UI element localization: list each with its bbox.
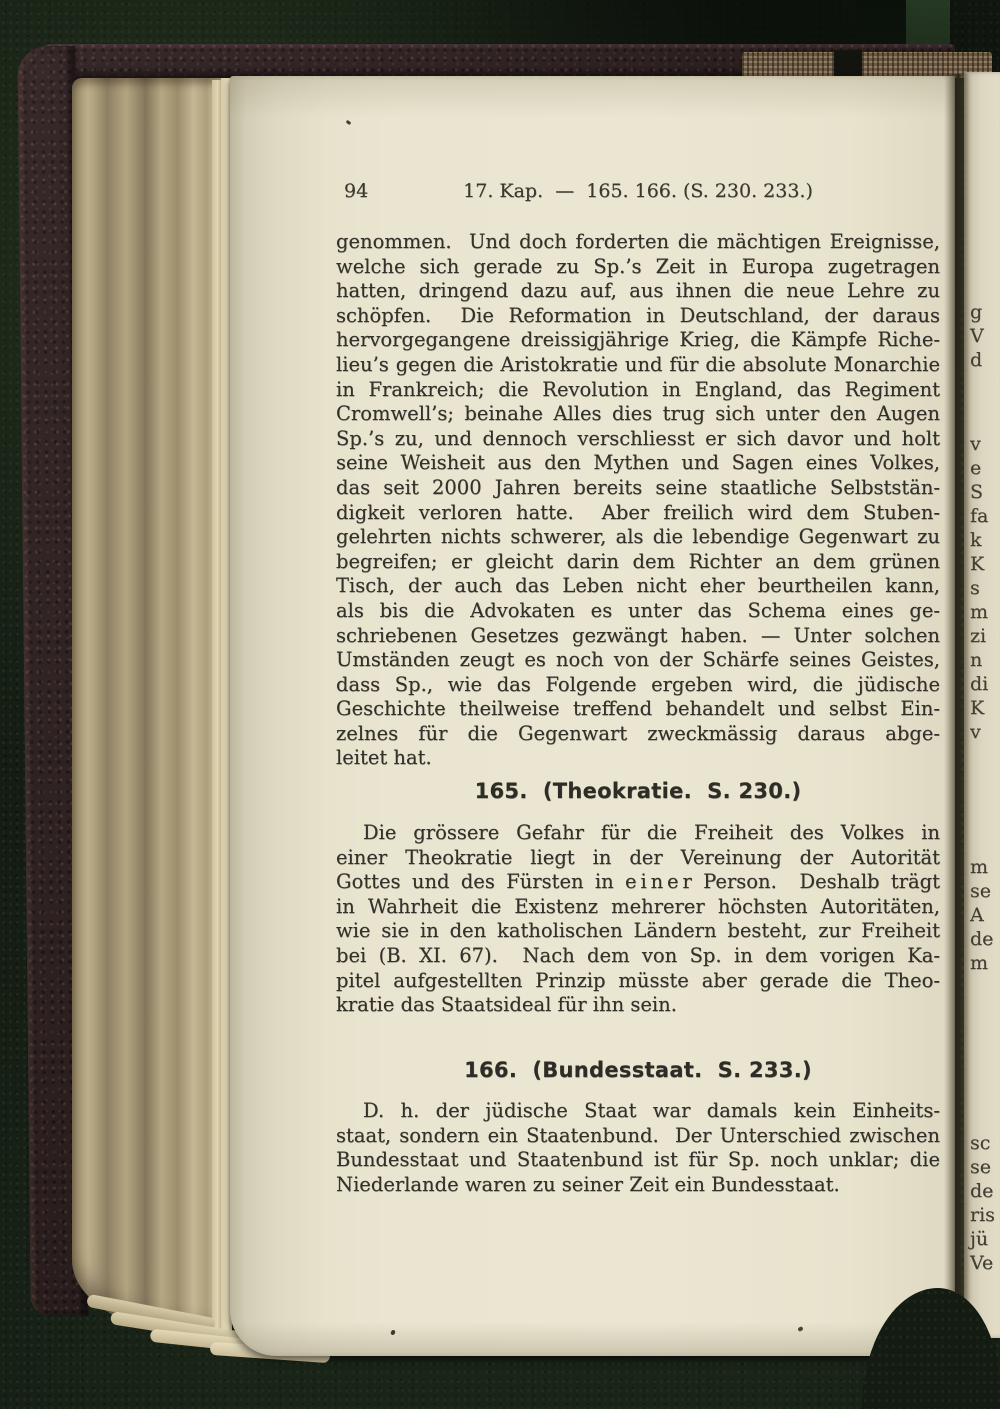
edge-text-fragment: K [970, 553, 985, 575]
edge-text-fragment: de [970, 928, 994, 950]
edge-text-fragment: de [970, 1180, 994, 1202]
text-line: Gottes und des Fürsten in e i n e r Person. Deshalb trägt [336, 870, 940, 894]
edge-text-fragment: g [970, 301, 983, 323]
text-line: Bundesstaat und Staatenbund ist für Sp. noch unklar; die [336, 1148, 940, 1172]
edge-text-fragment: A [970, 904, 984, 926]
text-line: leitet hat. [336, 746, 432, 770]
edge-text-fragment: zi [970, 625, 987, 647]
edge-text-fragment: sc [970, 1132, 991, 1154]
text-line: in Wahrheit die Existenz mehrerer höchsten Autoritäten, [336, 894, 940, 918]
edge-text-fragment: jü [970, 1228, 989, 1250]
edge-text-fragment: se [970, 880, 991, 902]
text-line: wie sie in den katholischen Ländern besteht, zur Freiheit [336, 919, 940, 943]
edge-text-fragment: m [970, 601, 989, 623]
edge-text-fragment: v [970, 433, 981, 455]
text-line: hervorgegangene dreissigjährige Krieg, die Kämpfe Riche- [336, 328, 940, 352]
text-line: Sp.’s zu, und dennoch verschliesst er sich davor und holt [336, 426, 940, 450]
running-header: 17. Kap. — 165. 166. (S. 230. 233.) [463, 180, 813, 202]
edge-text-fragment: ris [970, 1204, 995, 1226]
edge-text-fragment: m [970, 952, 989, 974]
text-line: Umständen zeugt es noch von der Schärfe seines Geistes, [336, 648, 940, 672]
edge-text-fragment: v [970, 721, 981, 743]
text-line: seine Weisheit aus den Mythen und Sagen eines Volkes, [336, 451, 940, 475]
text-line: Geschichte theilweise treffend behandelt und selbst Ein- [336, 697, 940, 721]
edge-text-fragment: k [970, 529, 982, 551]
text-line: in Frankreich; die Revolution in England, das Regiment [336, 377, 940, 401]
paragraph-continuation [336, 230, 940, 771]
text-line: als bis die Advokaten es unter das Schema eines ge- [336, 598, 940, 622]
text-line: schriebenen Gesetzes gezwängt haben. — Unter solchen [336, 623, 940, 647]
text-line: schöpfen. Die Reformation in Deutschland, der daraus [336, 303, 940, 327]
text-line: Cromwell’s; beinahe Alles dies trug sich unter den Augen [336, 402, 940, 426]
adjacent-page-text-fragments [970, 0, 1000, 1409]
edge-text-fragment: Ve [970, 1252, 994, 1274]
edge-text-fragment: n [970, 649, 983, 671]
edge-text-fragment: di [970, 673, 989, 695]
edge-text-fragment: fa [970, 505, 989, 527]
section-heading-166: 166. (Bundesstaat. S. 233.) [464, 1058, 812, 1082]
edge-text-fragment: d [970, 349, 983, 371]
paragraph-section-165 [336, 821, 940, 1018]
text-line: lieu’s gegen die Aristokratie und für die absolute Monarchie [336, 352, 940, 376]
text-line: welche sich gerade zu Sp.’s Zeit in Europa zugetragen [336, 254, 940, 278]
text-line: digkeit verloren hatte. Aber freilich wird dem Stuben- [336, 500, 940, 524]
edge-text-fragment: K [970, 697, 985, 719]
text-line: Niederlande waren zu seiner Zeit ein Bundesstaat. [336, 1172, 840, 1196]
edge-text-fragment: m [970, 856, 989, 878]
section-heading-165: 165. (Theokratie. S. 230.) [474, 779, 802, 803]
paragraph-section-166 [336, 1099, 940, 1197]
text-line: D. h. der jüdische Staat war damals kein Einheits- [363, 1099, 940, 1122]
text-line: hatten, dringend dazu auf, aus ihnen die neue Lehre zu [336, 279, 940, 303]
text-line: gelehrten nichts schwerer, als die lebendige Gegenwart zu [336, 525, 940, 549]
running-header-row [336, 180, 940, 206]
page-gutter-shadow [944, 74, 970, 1338]
edge-text-fragment: se [970, 1156, 991, 1178]
text-line: genommen. Und doch forderten die mächtigen Ereignisse, [336, 230, 940, 253]
printed-text-column [336, 0, 940, 1409]
text-line: einer Theokratie liegt in der Vereinung der Autorität [336, 845, 940, 869]
left-page-edge-stack [72, 78, 232, 1340]
text-line: staat, sondern ein Staatenbund. Der Unterschied zwischen [336, 1123, 940, 1147]
page-number: 94 [344, 180, 369, 202]
text-line: das seit 2000 Jahren bereits seine staatliche Selbststän- [336, 475, 940, 499]
text-line: bei (B. XI. 67). Nach dem von Sp. in dem vorigen Ka- [336, 943, 940, 967]
text-line: begreifen; er gleicht darin dem Richter an dem grünen [336, 549, 940, 573]
text-line: Tisch, der auch das Leben nicht eher beurtheilen kann, [336, 574, 940, 598]
text-line: zelnes für die Gegenwart zweckmässig daraus abge- [336, 721, 940, 745]
text-line: pitel aufgestellten Prinzip müsste aber gerade die Theo- [336, 968, 940, 992]
edge-text-fragment: s [970, 577, 980, 599]
edge-text-fragment: S [970, 481, 984, 503]
edge-text-fragment: e [970, 457, 982, 479]
text-line: kratie das Staatsideal für ihn sein. [336, 993, 677, 1017]
text-line: Die grössere Gefahr für die Freiheit des Volkes in [363, 821, 940, 844]
text-line: dass Sp., wie das Folgende ergeben wird, die jüdische [336, 672, 940, 696]
edge-text-fragment: V [970, 325, 984, 347]
